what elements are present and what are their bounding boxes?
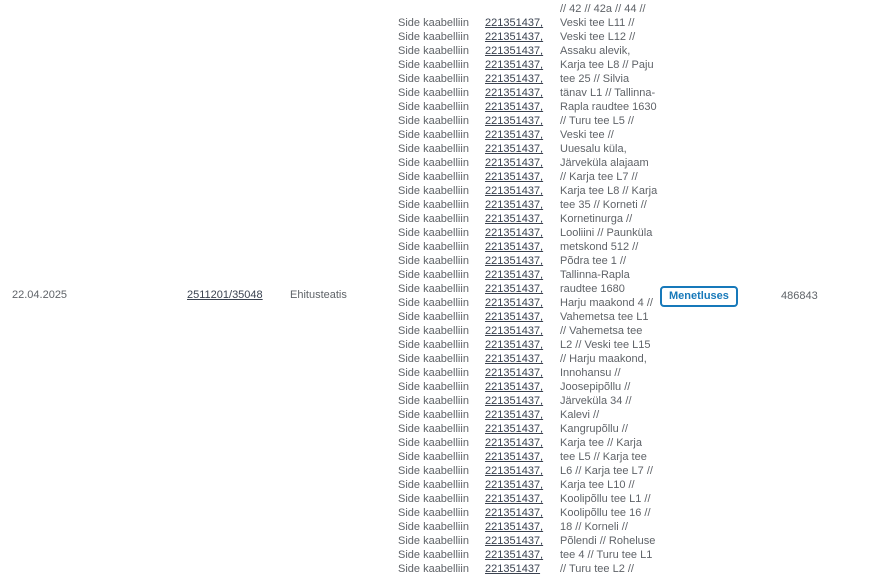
object-link[interactable]: 221351437, [485,297,544,309]
object-type-cell: Side kaabelliin [398,297,469,309]
address-line: // Turu tee L2 // [560,563,634,575]
object-link[interactable]: 221351437, [485,423,544,435]
address-line: metskond 512 // [560,241,639,253]
object-link[interactable]: 221351437, [485,311,544,323]
object-type-cell: Side kaabelliin [398,129,469,141]
object-link[interactable]: 221351437, [485,381,544,393]
object-link[interactable]: 221351437, [485,129,544,141]
address-line: Kornetinurga // [560,213,633,225]
application-date: 22.04.2025 [12,289,68,301]
object-link[interactable]: 221351437, [485,213,544,225]
object-type-cell: Side kaabelliin [398,87,469,99]
object-link[interactable]: 221351437, [485,241,544,253]
address-line: Joosepipõllu // [560,381,631,393]
object-type-cell: Side kaabelliin [398,59,469,71]
address-line: Karja tee L8 // Paju [560,59,654,71]
object-link[interactable]: 221351437, [485,87,544,99]
object-type-cell: Side kaabelliin [398,563,469,575]
address-line: Kalevi // [560,409,600,421]
address-line: // Karja tee L7 // [560,171,638,183]
object-type-cell: Side kaabelliin [398,227,469,239]
address-line: Tallinna-Rapla [560,269,630,281]
object-type-cell: Side kaabelliin [398,381,469,393]
object-type-cell: Side kaabelliin [398,409,469,421]
object-type-cell: Side kaabelliin [398,73,469,85]
object-type-cell: Side kaabelliin [398,311,469,323]
object-link[interactable]: 221351437, [485,115,544,127]
object-type-cell: Side kaabelliin [398,493,469,505]
address-line: tänav L1 // Tallinna- [560,87,656,99]
object-type-cell: Side kaabelliin [398,171,469,183]
object-link[interactable]: 221351437, [485,101,544,113]
object-link[interactable]: 221351437, [485,73,544,85]
address-line: Kangrupõllu // [560,423,628,435]
object-type-cell: Side kaabelliin [398,143,469,155]
address-line: Koolipõllu tee 16 // [560,507,651,519]
object-type-cell: Side kaabelliin [398,367,469,379]
object-link[interactable]: 221351437, [485,325,544,337]
address-line: // 42 // 42a // 44 // [560,3,646,15]
address-line: Assaku alevik, [560,45,631,57]
address-line: Veski tee // [560,129,614,141]
object-link[interactable]: 221351437, [485,437,544,449]
object-type-cell: Side kaabelliin [398,283,469,295]
object-link[interactable]: 221351437, [485,171,544,183]
object-link[interactable]: 221351437, [485,353,544,365]
address-line: Veski tee L11 // [560,17,635,29]
object-type-cell: Side kaabelliin [398,101,469,113]
object-link[interactable]: 221351437 [485,563,541,575]
object-type-cell: Side kaabelliin [398,31,469,43]
object-type-cell: Side kaabelliin [398,199,469,211]
address-line: Koolipõllu tee L1 // [560,493,651,505]
object-type-cell: Side kaabelliin [398,395,469,407]
address-line: Põdra tee 1 // [560,255,627,267]
object-link[interactable]: 221351437, [485,185,544,197]
object-type-cell: Side kaabelliin [398,255,469,267]
object-type-cell: Side kaabelliin [398,437,469,449]
object-link[interactable]: 221351437, [485,227,544,239]
address-line: tee 35 // Korneti // [560,199,647,211]
address-line: Vahemetsa tee L1 [560,311,649,323]
address-line: // Vahemetsa tee [560,325,643,337]
object-id: 486843 [781,290,818,302]
object-link[interactable]: 221351437, [485,395,544,407]
object-link[interactable]: 221351437, [485,17,544,29]
address-line: Looliini // Paunküla [560,227,653,239]
object-link[interactable]: 221351437, [485,31,544,43]
object-type-cell: Side kaabelliin [398,45,469,57]
object-link[interactable]: 221351437, [485,535,544,547]
address-line: 18 // Korneli // [560,521,628,533]
object-type-cell: Side kaabelliin [398,185,469,197]
object-link[interactable]: 221351437, [485,199,544,211]
object-link[interactable]: 221351437, [485,451,544,463]
object-link[interactable]: 221351437, [485,45,544,57]
address-line: // Harju maakond, [560,353,647,365]
object-link[interactable]: 221351437, [485,507,544,519]
object-type-cell: Side kaabelliin [398,451,469,463]
address-line: raudtee 1680 [560,283,625,295]
object-type-cell: Side kaabelliin [398,465,469,477]
object-type-cell: Side kaabelliin [398,549,469,561]
address-line: tee 25 // Silvia [560,73,630,85]
object-link[interactable]: 221351437, [485,367,544,379]
address-line: Innohansu // [560,367,621,379]
object-link-column [485,16,543,576]
object-link[interactable]: 221351437, [485,493,544,505]
object-type-cell: Side kaabelliin [398,213,469,225]
address-line: tee 4 // Turu tee L1 [560,549,653,561]
object-type-cell: Side kaabelliin [398,535,469,547]
object-link[interactable]: 221351437, [485,521,544,533]
address-line: Järveküla 34 // [560,395,632,407]
application-type: Ehitusteatis [290,289,347,301]
object-type-cell: Side kaabelliin [398,115,469,127]
object-type-cell: Side kaabelliin [398,269,469,281]
object-link[interactable]: 221351437, [485,479,544,491]
object-link[interactable]: 221351437, [485,157,544,169]
object-type-cell: Side kaabelliin [398,339,469,351]
address-line: Veski tee L12 // [560,31,636,43]
object-link[interactable]: 221351437, [485,143,544,155]
object-link[interactable]: 221351437, [485,59,544,71]
address-line: Põlendi // Roheluse [560,535,656,547]
address-line: Karja tee L10 // [560,479,635,491]
object-type-cell: Side kaabelliin [398,479,469,491]
object-type-cell: Side kaabelliin [398,17,469,29]
address-line: tee L5 // Karja tee [560,451,647,463]
address-line: Harju maakond 4 // [560,297,653,309]
object-link[interactable]: 221351437, [485,269,544,281]
address-line: Rapla raudtee 1630 [560,101,657,113]
object-type-cell: Side kaabelliin [398,353,469,365]
object-link[interactable]: 221351437, [485,255,544,267]
object-type-cell: Side kaabelliin [398,241,469,253]
object-link[interactable]: 221351437, [485,549,544,561]
address-line: L6 // Karja tee L7 // [560,465,653,477]
address-column [560,2,657,576]
object-type-column [398,16,469,576]
object-type-cell: Side kaabelliin [398,325,469,337]
object-type-cell: Side kaabelliin [398,423,469,435]
object-type-cell: Side kaabelliin [398,157,469,169]
status-badge: Menetluses [660,286,738,307]
object-type-cell: Side kaabelliin [398,521,469,533]
object-link[interactable]: 221351437, [485,409,544,421]
address-line: Karja tee L8 // Karja [560,185,658,197]
address-line: Uuesalu küla, [560,143,627,155]
document-number-link[interactable]: 2511201/35048 [187,289,263,301]
object-type-cell: Side kaabelliin [398,507,469,519]
object-link[interactable]: 221351437, [485,283,544,295]
address-line: Karja tee // Karja [560,437,642,449]
address-line: Järveküla alajaam [560,157,649,169]
address-line: // Turu tee L5 // [560,115,634,127]
object-link[interactable]: 221351437, [485,465,544,477]
object-link[interactable]: 221351437, [485,339,544,351]
address-line: L2 // Veski tee L15 [560,339,651,351]
